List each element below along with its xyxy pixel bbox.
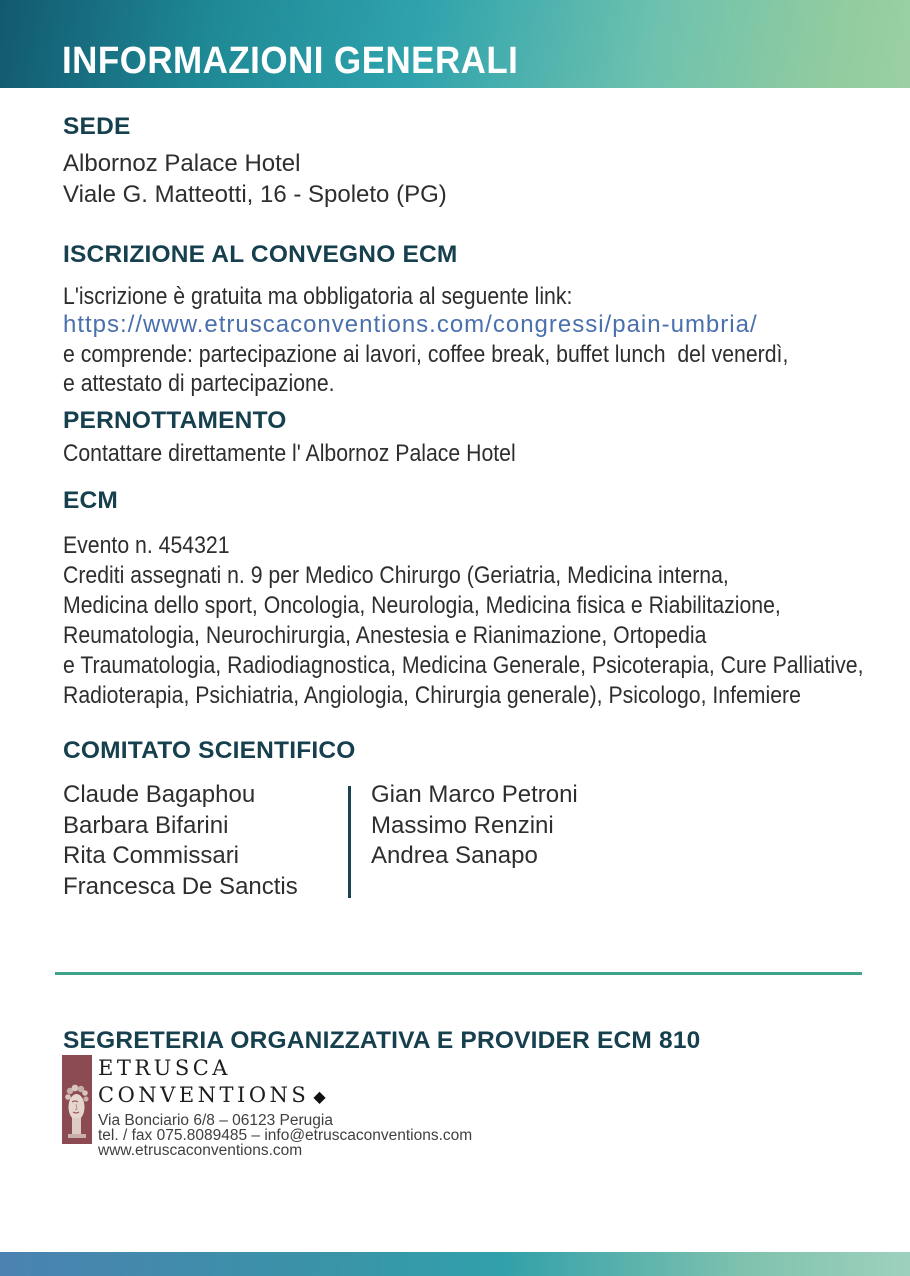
header-band — [0, 0, 910, 88]
committee-member: Gian Marco Petroni — [371, 781, 578, 808]
iscrizione-line-1: L'iscrizione è gratuita ma obbligatoria al seguente link: — [63, 283, 573, 310]
ecm-line: Reumatologia, Neurochirurgia, Anestesia e Rianimazione, Ortopedia — [63, 622, 707, 649]
section-divider-rule — [55, 972, 862, 975]
address-line: Via Bonciario 6/8 – 06123 Perugia — [98, 1112, 333, 1129]
heading-comitato: COMITATO SCIENTIFICO — [63, 737, 356, 764]
page-title: INFORMAZIONI GENERALI — [62, 40, 519, 82]
logo-wordmark-line2 — [98, 1082, 472, 1110]
committee-member: Rita Commissari — [63, 842, 240, 870]
heading-ecm: ECM — [63, 487, 119, 514]
phone-email-line: tel. / fax 075.8089485 – info@etruscaconventions.com — [98, 1127, 473, 1145]
website-line: www.etruscaconventions.com — [98, 1142, 303, 1160]
etrusca-logo-icon — [62, 1055, 92, 1144]
heading-iscrizione: ISCRIZIONE AL CONVEGNO ECM — [63, 241, 458, 268]
committee-divider — [348, 786, 351, 898]
ecm-line: Crediti assegnati n. 9 per Medico Chirurgo (Geriatria, Medicina interna, — [63, 562, 729, 589]
heading-segreteria: SEGRETERIA ORGANIZZATIVA E PROVIDER ECM 810 — [63, 1027, 701, 1054]
ecm-line: e Traumatologia, Radiodiagnostica, Medicina Generale, Psicoterapia, Cure Palliative, — [63, 652, 864, 679]
heading-sede: SEDE — [63, 113, 131, 140]
sede-line-1: Albornoz Palace Hotel — [63, 150, 301, 177]
ecm-paragraph — [63, 531, 910, 711]
committee-member: Claude Bagaphou — [63, 781, 256, 808]
committee-member: Francesca De Sanctis — [63, 873, 298, 901]
ecm-line: Radioterapia, Psichiatria, Angiologia, Chirurgia generale), Psicologo, Infemiere — [63, 682, 801, 709]
diamond-icon: ◆ — [313, 1087, 326, 1106]
logo-wordmark-text: CONVENTIONS — [98, 1083, 310, 1107]
iscrizione-line-4: e attestato di partecipazione. — [63, 370, 335, 397]
committee-column-right — [371, 780, 578, 872]
ecm-line: Medicina dello sport, Oncologia, Neurologia, Medicina fisica e Riabilitazione, — [63, 592, 781, 619]
pernottamento-body: Contattare direttamente l' Albornoz Palace Hotel — [63, 440, 516, 467]
heading-pernottamento: PERNOTTAMENTO — [63, 407, 287, 434]
contact-block — [98, 1113, 472, 1159]
committee-member: Massimo Renzini — [371, 811, 554, 839]
logo-wordmark-line1: ETRUSCA — [98, 1056, 231, 1080]
committee-member: Andrea Sanapo — [371, 842, 538, 870]
ecm-line: Evento n. 454321 — [63, 532, 230, 559]
segreteria-block — [62, 1055, 472, 1159]
committee-member: Barbara Bifarini — [63, 811, 229, 839]
footer-band — [0, 1252, 910, 1276]
iscrizione-line-3: e comprende: partecipazione ai lavori, coffee break, buffet lunch del venerdì, — [63, 341, 789, 368]
registration-link[interactable]: https://www.etruscaconventions.com/congressi/pain-umbria/ — [63, 311, 758, 338]
sede-line-2: Viale G. Matteotti, 16 - Spoleto (PG) — [63, 181, 447, 208]
committee-column-left — [63, 780, 298, 903]
